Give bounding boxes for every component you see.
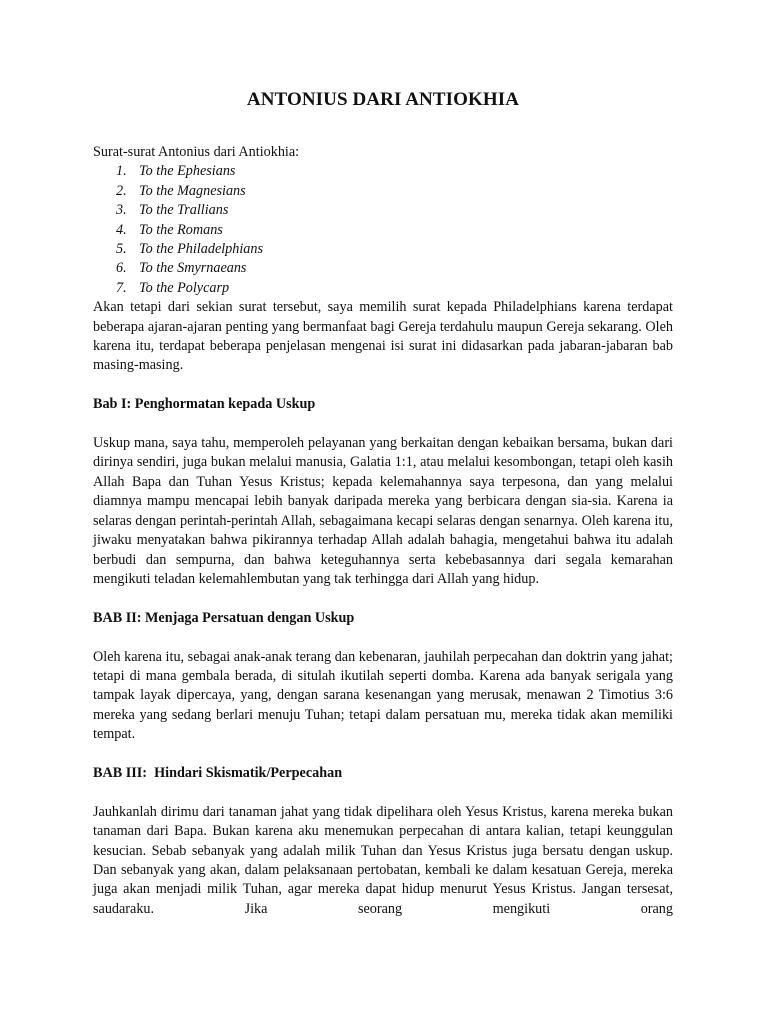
list-item-number: 4. <box>116 221 127 238</box>
list-item-number: 6. <box>116 260 127 277</box>
list-item-label: To the Trallians <box>139 202 229 219</box>
list-item <box>116 221 673 240</box>
section-body-bab-2: Oleh karena itu, sebagai anak-anak terang dan kebenaran, jauhilah perpecahan dan doktrin yang jahat; tetapi di mana gembala berada, di situlah ikutilah seperti domba. Karena ada banyak serigala yang tampak layak dipercaya, yang, dengan sarana kesenangan yang merusak, menawan 2 Timotius 3:6 mereka yang sedang berlari menuju Tuhan; tetapi dalam persatuan mu, mereka tidak akan memiliki tempat. <box>93 648 673 743</box>
spacer <box>93 783 673 802</box>
section-body-bab-1: Uskup mana, saya tahu, memperoleh pelayanan yang berkaitan dengan kebaikan bersama, bukan dari dirinya sendiri, juga bukan melalui manusia, Galatia 1:1, atau melalui kesombongan, tetapi oleh kasih Allah Bapa dan Tuhan Yesus Kristus; kepada kelemahannya saya terpesona, dan yang melalui diamnya mampu mencapai lebih banyak daripada mereka yang berbicara dengan sia-sia. Karena ia selaras dengan perintah-perintah Allah, sebagaimana kecapi selaras dengan senarnya. Oleh karena itu, jiwaku menyatakan bahwa pikirannya terhadap Allah adalah bahagia, mengetahui bahwa itu adalah berbudi dan sempurna, dan bahwa keteguhannya serta kebebasannya dari segala kemarahan mengikuti teladan kelemahlembutan yang tak terhingga dari Allah yang hidup. <box>93 435 673 587</box>
section-heading-bab-2: BAB II: Menjaga Persatuan dengan Uskup <box>93 609 355 626</box>
list-item-number: 7. <box>116 279 127 296</box>
section-heading-bab-3: BAB III: Hindari Skismatik/Perpecahan <box>93 764 343 781</box>
list-item <box>116 182 673 201</box>
list-item <box>116 279 673 298</box>
spacer <box>93 415 673 434</box>
list-item <box>116 240 673 259</box>
list-item <box>116 259 673 278</box>
list-item-number: 5. <box>116 241 127 258</box>
list-item <box>116 201 673 220</box>
list-item <box>116 162 673 181</box>
list-item-label: To the Romans <box>139 221 223 238</box>
list-item-label: To the Polycarp <box>139 279 230 296</box>
list-item-label: To the Philadelphians <box>139 241 264 258</box>
letters-list <box>93 162 673 298</box>
spacer <box>93 628 673 647</box>
list-item-label: To the Smyrnaeans <box>139 260 247 277</box>
spacer <box>93 376 673 395</box>
section-heading-bab-1: Bab I: Penghormatan kepada Uskup <box>93 396 316 413</box>
section-body-bab-3: Jauhkanlah dirimu dari tanaman jahat yang tidak dipelihara oleh Yesus Kristus, karena mereka bukan tanaman dari Bapa. Bukan karena aku menemukan perpecahan di antara kalian, tetapi keunggulan kesucian. Sebab sebanyak yang adalah milik Tuhan dan Yesus Kristus juga bersatu dengan uskup. Dan sebanyak yang akan, dalam pelaksanaan pertobatan, kembali ke dalam kesatuan Gereja, mereka juga akan menjadi milik Tuhan, agar mereka dapat hidup menurut Yesus Kristus. Jangan tersesat, saudaraku. Jika seorang mengikuti orang <box>93 803 673 917</box>
document-page <box>93 88 673 919</box>
list-item-number: 2. <box>116 182 127 199</box>
letters-intro: Surat-surat Antonius dari Antiokhia: <box>93 144 300 160</box>
spacer <box>93 745 673 764</box>
intro-paragraph: Akan tetapi dari sekian surat tersebut, saya memilih surat kepada Philadelphians karena terdapat beberapa ajaran-ajaran penting yang bermanfaat bagi Gereja terdahulu maupun Gereja sekarang. Oleh karena itu, terdapat beberapa penjelasan mengenai isi surat ini didasarkan pada jabaran-jabaran bab masing-masing. <box>93 299 673 374</box>
list-item-number: 3. <box>116 202 127 219</box>
document-title: ANTONIUS DARI ANTIOKHIA <box>246 89 520 110</box>
list-item-label: To the Ephesians <box>139 163 236 180</box>
list-item-number: 1. <box>116 163 127 180</box>
list-item-label: To the Magnesians <box>139 182 246 199</box>
spacer <box>93 589 673 608</box>
